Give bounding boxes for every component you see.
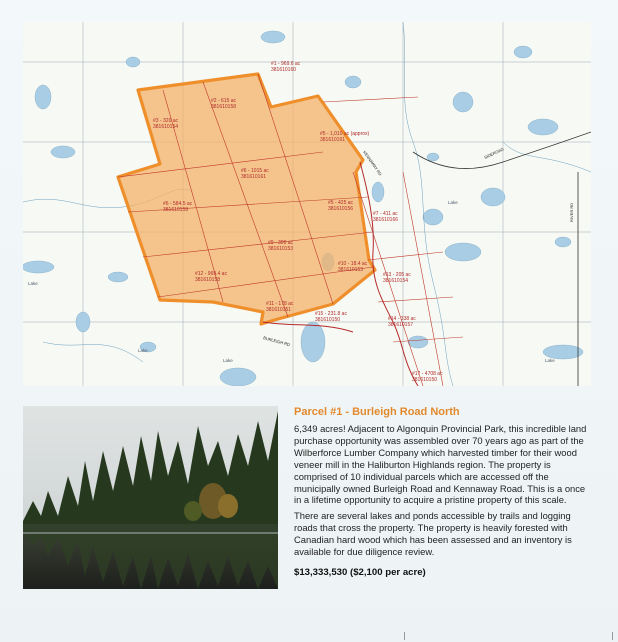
parcel-label: #15 - 231.8 ac bbox=[315, 311, 347, 317]
parcel-label: 381610153 bbox=[268, 246, 294, 252]
parcel-label: #10 - 18.4 ac bbox=[338, 261, 368, 267]
road-label: KENNAWAY RD bbox=[362, 149, 383, 177]
parcel-label: 381610154 bbox=[383, 278, 409, 284]
parcel-label: #9 - 306 ac bbox=[268, 240, 294, 246]
map-svg bbox=[23, 22, 591, 386]
lake-label: Lake bbox=[223, 358, 233, 363]
parcel-label: 381610158 bbox=[195, 277, 221, 283]
lake-label: Lake bbox=[545, 358, 555, 363]
parcel-label: 381610161 bbox=[241, 174, 267, 180]
description-paragraph-1: 6,349 acres! Adjacent to Algonquin Provincial Park, this incredible land purchase opportunity was assembled over 70 years ago as part of the Wilberforce Lumber Company which harvested timber for their wood veneer mill in the Haliburton Highlands region. The property is comprised of 10 individual parcels which are accessed off the municipally owned Burleigh Road and Kennaway Road. This is a once in a lifetime opportunity to acquire a pristine property of this scale. bbox=[294, 423, 587, 506]
parcel-label: #17 - 4708 ac bbox=[412, 371, 443, 377]
price: $13,333,530 ($2,100 per acre) bbox=[294, 566, 426, 578]
road-label: SIDEROAD bbox=[483, 146, 505, 160]
parcel-label: 381610160 bbox=[271, 67, 297, 73]
parcel-label: 381610156 bbox=[328, 206, 354, 212]
lake-label: Lake bbox=[138, 348, 148, 353]
road-label: BURLEIGH RD bbox=[262, 335, 291, 348]
parcel-label: 381610154 bbox=[153, 124, 179, 130]
parcel-label: 381610159 bbox=[163, 207, 189, 213]
parcel-label: #2 - 615 ac bbox=[211, 98, 237, 104]
parcel-label: 381610153 bbox=[338, 267, 364, 273]
parcel-label: 381610157 bbox=[388, 322, 414, 328]
description-paragraph-2: There are several lakes and ponds accessible by trails and logging roads that cross the property. The property is heavily forested with Canadian hard wood which has been assessed and an inventory is available for due diligence review. bbox=[294, 510, 572, 558]
crop-mark bbox=[612, 632, 613, 640]
parcel-label: 381610161 bbox=[320, 137, 346, 143]
parcel-label: 381610150 bbox=[315, 317, 341, 323]
parcel-label: #5 - 425 ac bbox=[328, 200, 354, 206]
parcel-label: #3 - 320 ac bbox=[153, 118, 179, 124]
property-map bbox=[23, 22, 591, 386]
parcel-label: #12 - 969.4 ac bbox=[195, 271, 227, 277]
parcel-label: #13 - 205 ac bbox=[383, 272, 411, 278]
parcel-label: #11 - 178 ac bbox=[266, 301, 294, 307]
parcel-label: 381610158 bbox=[211, 104, 237, 110]
parcel-label: 381610166 bbox=[373, 217, 399, 223]
parcel-label: 381610150 bbox=[412, 377, 438, 383]
parcel-label: #7 - 411 ac bbox=[373, 211, 398, 217]
parcel-label: #14 - 338 ac bbox=[388, 316, 416, 322]
parcel-label: #5 - 1,010 ac (approx) bbox=[320, 131, 370, 137]
forest-lake-photo bbox=[23, 406, 278, 589]
lake-label: Lake bbox=[28, 281, 38, 286]
photo-svg bbox=[23, 406, 278, 589]
crop-mark bbox=[404, 632, 405, 640]
parcel-description bbox=[294, 405, 594, 578]
parcel-label: 381610151 bbox=[266, 307, 292, 313]
parcel-label: #6 - 584.5 ac bbox=[163, 201, 193, 207]
parcel-label: #1 - 969.6 ac bbox=[271, 61, 301, 67]
parcel-label: #6 - 1015 ac bbox=[241, 168, 269, 174]
road-label: RIVER RD bbox=[569, 202, 574, 222]
lake-label: Lake bbox=[448, 200, 458, 205]
parcel-title: Parcel #1 - Burleigh Road North bbox=[294, 406, 460, 418]
